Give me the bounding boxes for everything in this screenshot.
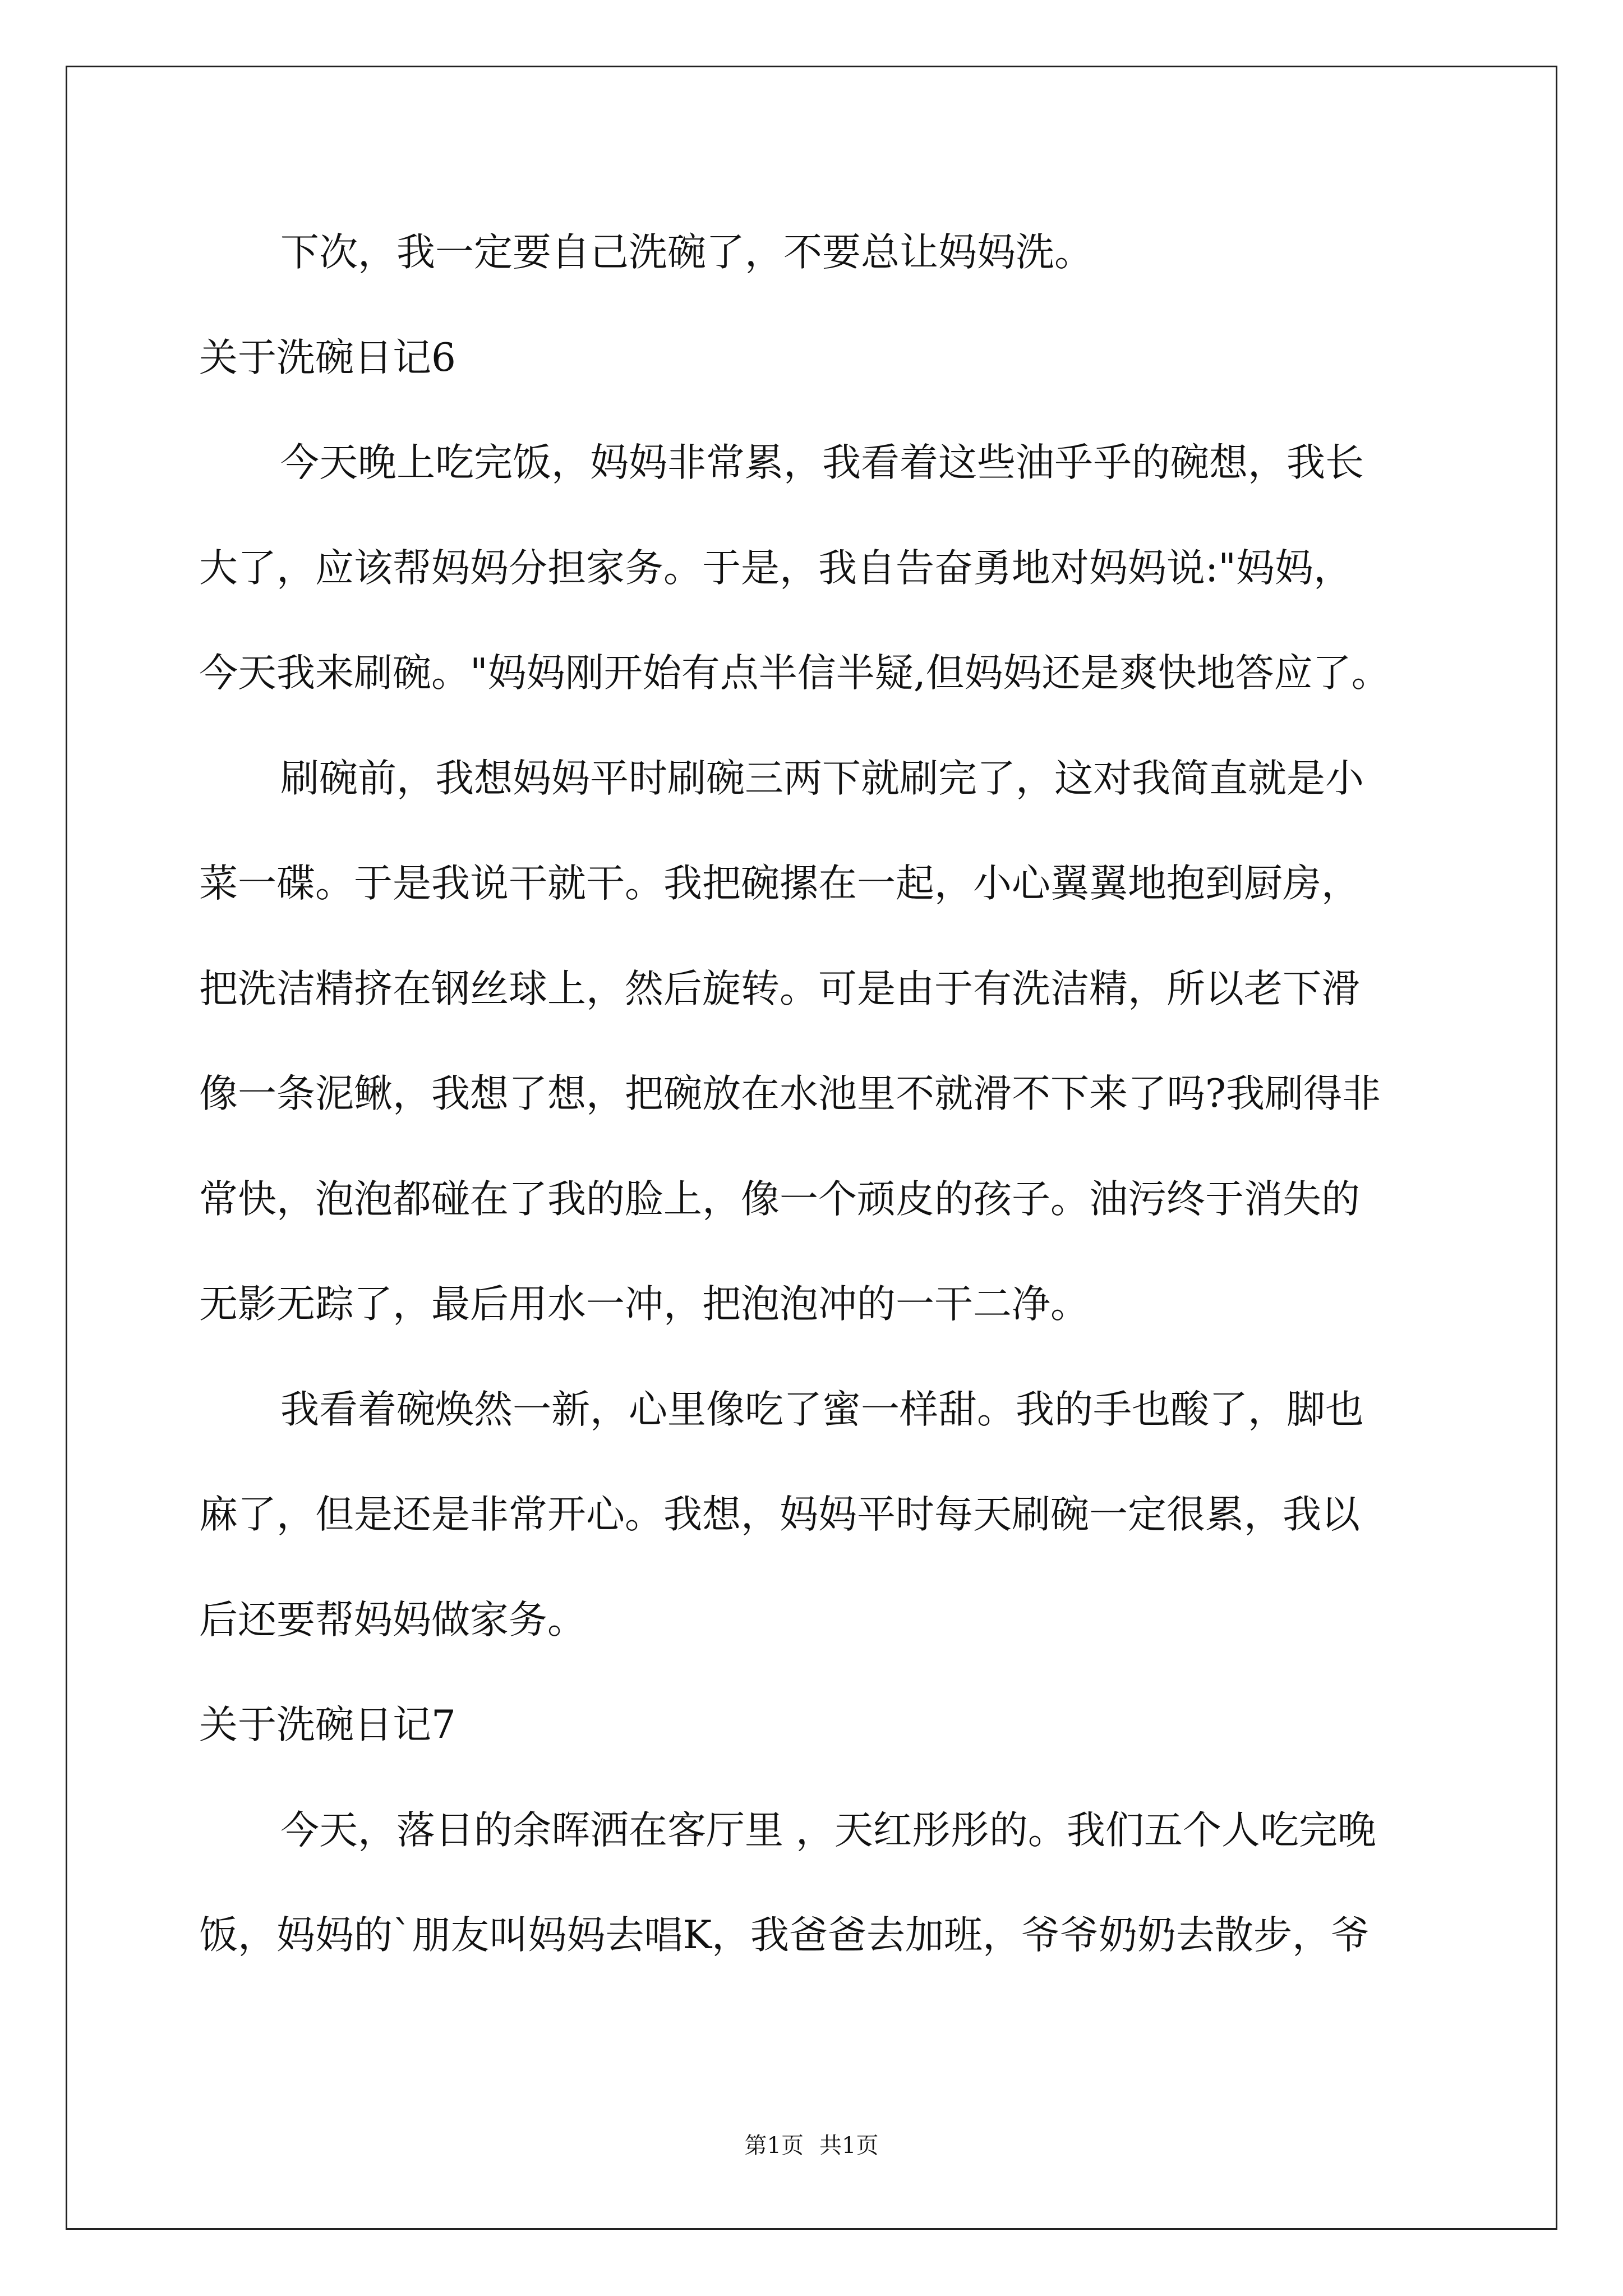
paragraph-line: 像一条泥鳅，我想了想，把碗放在水池里不就滑不下来了吗?我刷得非 <box>199 1071 1381 1116</box>
paragraph-line: 今天，落日的余晖洒在客厅里 ，天红彤彤的。我们五个人吃完晚 <box>280 1808 1376 1853</box>
page-footer <box>0 2132 1623 2160</box>
paragraph-line: 大了，应该帮妈妈分担家务。于是，我自告奋勇地对妈妈说:"妈妈， <box>199 546 1352 591</box>
paragraph-line: 我看着碗焕然一新，心里像吃了蜜一样甜。我的手也酸了，脚也 <box>280 1387 1364 1432</box>
section-heading: 关于洗碗日记6 <box>199 335 456 380</box>
page-border <box>66 66 1557 2230</box>
paragraph-line: 把洗洁精挤在钢丝球上，然后旋转。可是由于有洗洁精，所以老下滑 <box>199 967 1360 1011</box>
paragraph-line: 后还要帮妈妈做家务。 <box>199 1598 586 1642</box>
paragraph-line: 菜一碟。于是我说干就干。我把碗摞在一起，小心翼翼地抱到厨房， <box>199 861 1360 906</box>
paragraph-line: 饭，妈妈的`朋友叫妈妈去唱K，我爸爸去加班，爷爷奶奶去散步，爷 <box>199 1913 1370 1958</box>
paragraph-line: 无影无踪了，最后用水一冲，把泡泡冲的一干二净。 <box>199 1282 1089 1327</box>
paragraph-line: 下次，我一定要自己洗碗了，不要总让妈妈洗。 <box>280 230 1093 275</box>
section-heading: 关于洗碗日记7 <box>199 1703 456 1747</box>
page-total: 共1页 <box>819 2133 879 2159</box>
paragraph-line: 麻了，但是还是非常开心。我想，妈妈平时每天刷碗一定很累，我以 <box>199 1492 1360 1537</box>
paragraph-line: 今天我来刷碗。"妈妈刚开始有点半信半疑,但妈妈还是爽快地答应了。 <box>199 651 1390 696</box>
paragraph-line: 刷碗前，我想妈妈平时刷碗三两下就刷完了，这对我简直就是小 <box>280 756 1364 801</box>
paragraph-line: 今天晚上吃完饭，妈妈非常累，我看着这些油乎乎的碗想，我长 <box>280 440 1364 485</box>
paragraph-line: 常快，泡泡都碰在了我的脸上，像一个顽皮的孩子。油污终于消失的 <box>199 1177 1360 1222</box>
page-number: 第1页 <box>744 2133 804 2159</box>
